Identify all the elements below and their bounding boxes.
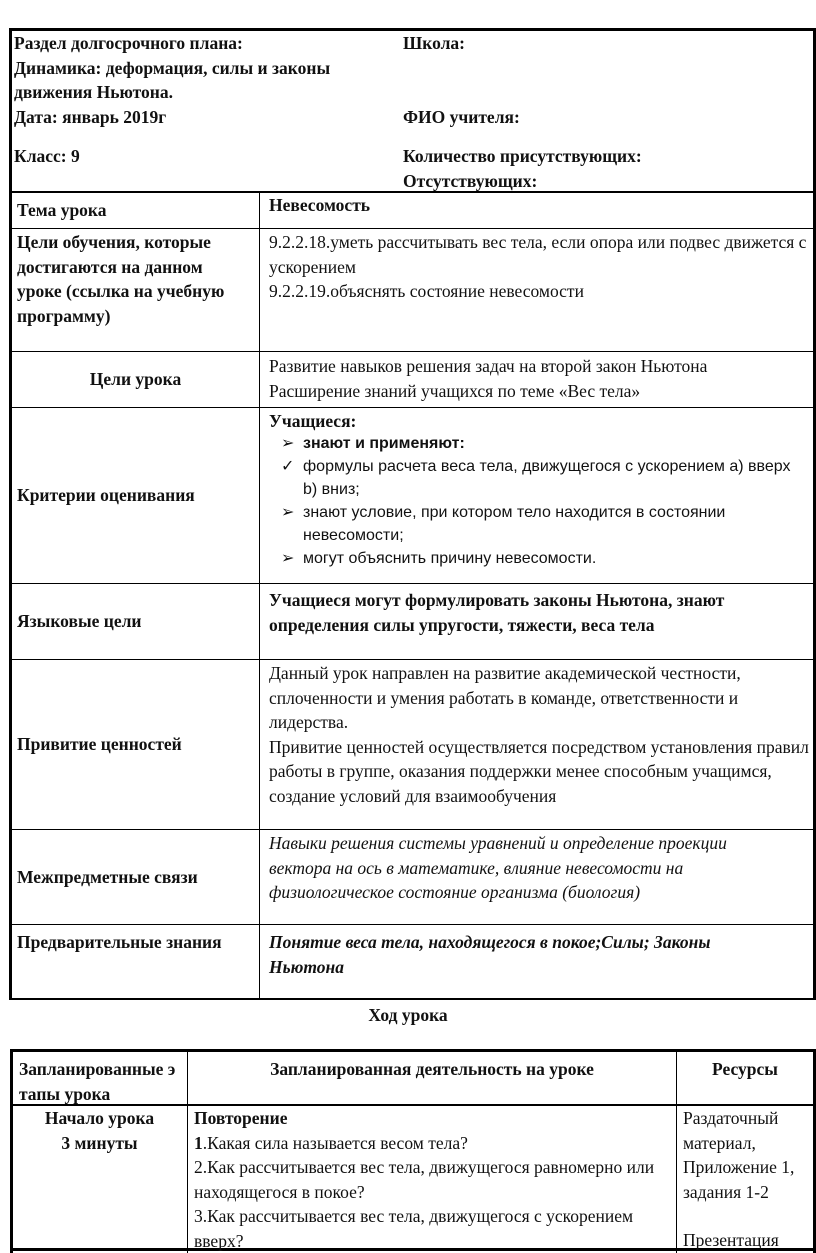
arrow-bullet-icon: ➢ — [281, 434, 295, 452]
topic-value: Невесомость — [269, 195, 371, 215]
present-field: Количество присутствующих: — [403, 146, 642, 166]
lesson-goal-1: Развитие навыков решения задач на второй закон Ньютона — [269, 356, 708, 376]
values-value — [269, 661, 814, 808]
resources-handout: Раздаточный материал, Приложение 1, задания 1-2 — [683, 1108, 795, 1202]
stage-name: Начало урока — [44, 1108, 155, 1128]
language-goals-label — [17, 584, 257, 659]
lesson-goals-value — [269, 354, 814, 403]
criteria-item — [269, 432, 809, 455]
criteria-item — [269, 455, 809, 501]
absent-field: Отсутствующих: — [403, 170, 538, 191]
section-value: Динамика: деформация, силы и законы движения Ньютона. — [14, 57, 331, 102]
activity-head: Повторение — [194, 1108, 288, 1128]
teacher-field: ФИО учителя: — [403, 106, 520, 127]
criteria-item-text: формулы расчета веса тела, движущегося с ускорением а) вверх b) вниз; — [303, 457, 791, 498]
learning-goals-value — [269, 230, 814, 304]
criteria-label-text: Критерии оценивания — [17, 485, 195, 506]
cross-curricular-label-text: Межпредметные связи — [17, 866, 198, 887]
header-right — [403, 31, 803, 193]
arrow-bullet-icon: ➢ — [281, 503, 295, 521]
criteria-item-text: знают условие, при котором тело находится в состоянии невесомости; — [303, 503, 726, 544]
criteria-list — [269, 432, 809, 570]
question-1-text: .Какая сила называется весом тела? — [202, 1132, 468, 1153]
values-text-2: Привитие ценностей осуществляется посредством установления правил работы в группе, оказания поддержки менее способным учащимся, создание условий для взаимообучения — [269, 736, 809, 806]
criteria-head: Учащиеся: — [269, 411, 357, 431]
col-resources-header: Ресурсы — [712, 1059, 778, 1079]
date-field: Дата: январь 2019г — [14, 106, 167, 127]
language-goals-label-text: Языковые цели — [17, 611, 142, 632]
criteria-item-text: могут объяснить причину невесомости. — [303, 549, 597, 567]
stage-time: 3 минуты — [61, 1132, 138, 1153]
activity-cell — [194, 1106, 664, 1253]
prior-knowledge-label: Предварительные знания — [17, 932, 222, 952]
learning-goal-1: 9.2.2.18.уметь рассчитывать вес тела, если опора или подвес движется с ускорением — [269, 232, 807, 277]
class-field: Класс: 9 — [14, 146, 80, 166]
criteria-label — [17, 408, 257, 583]
cross-curricular-label — [17, 830, 257, 924]
resources-presentation: Презентация — [683, 1230, 779, 1250]
prior-knowledge-value: Понятие веса тела, находящегося в покое;Силы; Законы Ньютона — [269, 932, 711, 977]
criteria-item — [269, 547, 809, 570]
stage-cell — [13, 1106, 186, 1155]
question-3: 3.Как рассчитывается вес тела, движущегося с ускорением вверх? — [194, 1206, 634, 1251]
values-label-text: Привитие ценностей — [17, 734, 182, 755]
check-icon: ✓ — [281, 457, 295, 475]
topic-label — [17, 193, 255, 228]
topic-label-text: Тема урока — [17, 200, 107, 221]
lesson-goal-2: Расширение знаний учащихся по теме «Вес тела» — [269, 380, 641, 401]
course-title: Ход урока — [368, 1005, 448, 1025]
question-2: 2.Как рассчитывается вес тела, движущегося равномерно или находящегося в покое? — [194, 1157, 655, 1202]
language-goals-value: Учащиеся могут формулировать законы Ньютона, знают определения силы упругости, тяжести, веса тела — [269, 590, 725, 635]
resources-cell — [683, 1106, 811, 1253]
criteria-item — [269, 501, 809, 547]
criteria-item-text: знают и применяют: — [303, 434, 465, 452]
col-activity-header: Запланированная деятельность на уроке — [270, 1059, 594, 1079]
criteria-value — [269, 409, 809, 570]
question-1 — [194, 1131, 664, 1156]
learning-goal-2: 9.2.2.19.объяснять состояние невесомости — [269, 281, 584, 301]
question-1-num: 1 — [194, 1132, 203, 1153]
arrow-bullet-icon: ➢ — [281, 549, 295, 567]
lesson-goals-label-text: Цели урока — [89, 369, 182, 390]
header-left — [14, 31, 394, 169]
values-text-1: Данный урок направлен на развитие академической честности, сплоченности и умения работать в команде, ответственности и лидерства. — [269, 663, 741, 732]
school-field: Школа: — [403, 33, 465, 53]
lesson-goals-label — [12, 352, 259, 407]
col-stages-header: Запланированные этапы урока — [19, 1059, 176, 1104]
learning-goals-label: Цели обучения, которые достигаются на данном уроке (ссылка на учебную программу) — [17, 232, 225, 326]
section-label: Раздел долгосрочного плана: — [14, 33, 243, 53]
values-label — [17, 660, 257, 829]
cross-curricular-value: Навыки решения системы уравнений и определение проекции вектора на ось в математике, влияние невесомости на физиологическое состояние организма (биология) — [269, 833, 727, 902]
